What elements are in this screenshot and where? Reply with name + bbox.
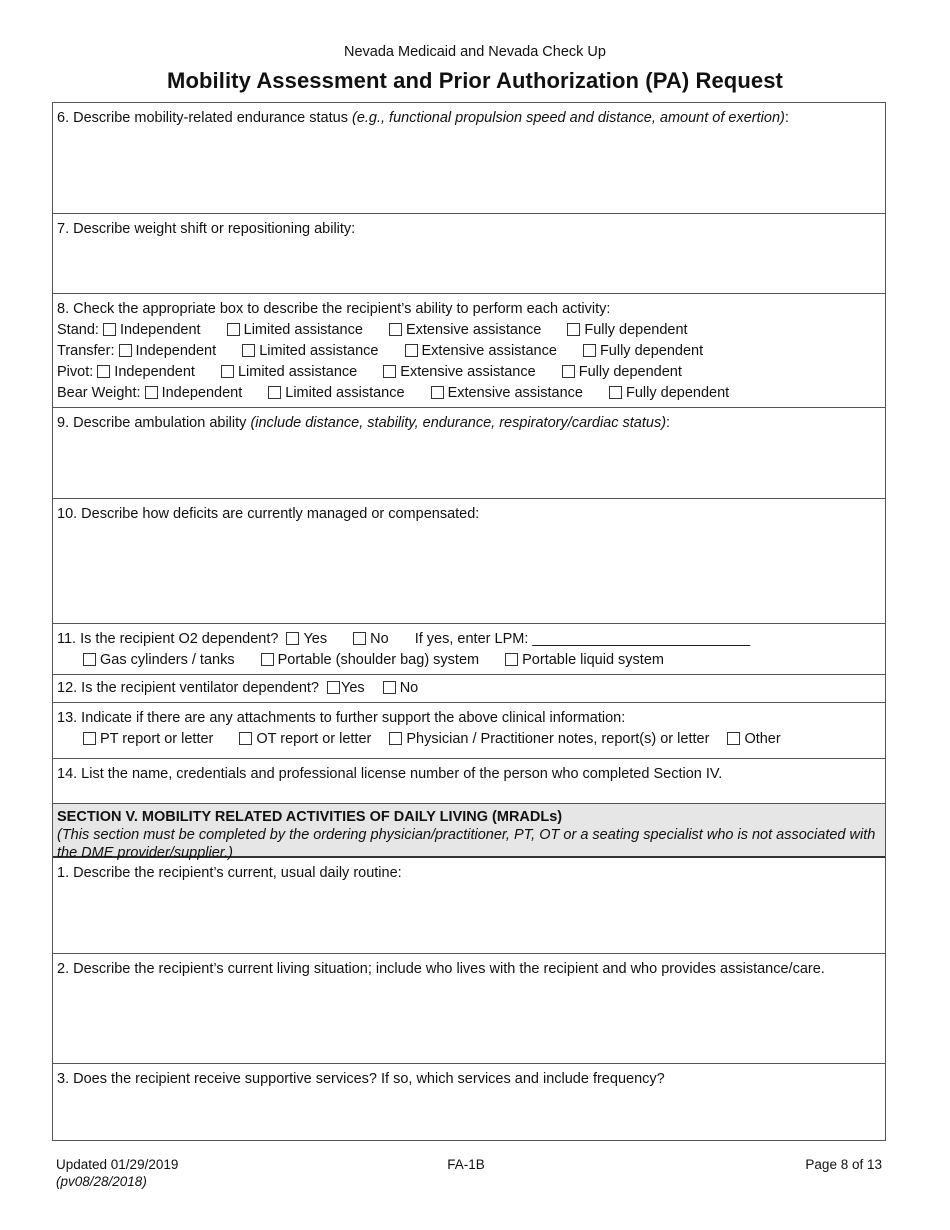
portable-shoulder-bag-checkbox[interactable] [261, 653, 274, 666]
section-5-header [53, 803, 885, 861]
question-12-label: 12. Is the recipient ventilator dependent? [57, 680, 319, 696]
physician-notes-checkbox[interactable] [389, 732, 402, 745]
question-11: 11. Is the recipient O2 dependent? Yes No If yes, enter LPM: ___________________________ Gas cylinders / tanks Portable (shoulder bag) system Portable liquid system [53, 623, 885, 674]
question-13-label: 13. Indicate if there are any attachments to further support the above clinical information: [57, 710, 626, 726]
activity-transfer-row: Transfer: Independent Limited assistance Extensive assistance Fully dependent [57, 343, 704, 359]
section-5-question-2-label: 2. Describe the recipient’s current living situation; include who lives with the recipient and who provides assistance/care. [57, 961, 825, 977]
section-5-question-3-label: 3. Does the recipient receive supportive services? If so, which services and include frequency? [57, 1071, 665, 1087]
bear-weight-independent-checkbox[interactable] [145, 386, 158, 399]
section-5-question-2[interactable] [53, 953, 885, 1063]
transfer-independent-checkbox[interactable] [119, 344, 132, 357]
question-6-hint: (e.g., functional propulsion speed and distance, amount of exertion) [351, 110, 785, 126]
ventilator-no-checkbox[interactable] [383, 681, 396, 694]
bear-weight-limited-checkbox[interactable] [268, 386, 281, 399]
ventilator-yes-checkbox[interactable] [327, 681, 340, 694]
question-6-label: 6. Describe mobility-related endurance status [57, 110, 352, 126]
question-11-label: 11. Is the recipient O2 dependent? [57, 631, 279, 647]
activity-bear-weight-row: Bear Weight: Independent Limited assistance Extensive assistance Fully dependent [57, 385, 730, 401]
lpm-field[interactable]: If yes, enter LPM: ___________________________ [414, 631, 751, 647]
stand-limited-checkbox[interactable] [227, 323, 240, 336]
footer-pv: (pv08/28/2018) [56, 1174, 147, 1189]
question-7-label: 7. Describe weight shift or repositioning ability: [57, 221, 356, 237]
question-14[interactable] [53, 758, 885, 803]
question-13: 13. Indicate if there are any attachments to further support the above clinical information: PT report or letter OT report or letter Physician / Practitioner notes, report(s) or letter Other [53, 702, 885, 758]
agency-name: Nevada Medicaid and Nevada Check Up [344, 44, 606, 60]
portable-liquid-checkbox[interactable] [505, 653, 518, 666]
section-5-question-1[interactable] [53, 858, 885, 953]
question-12: 12. Is the recipient ventilator dependent? Yes No [53, 674, 885, 702]
question-10[interactable] [53, 498, 885, 623]
question-7[interactable] [53, 213, 885, 293]
question-9-hint: (include distance, stability, endurance, respiratory/cardiac status) [250, 415, 667, 431]
activity-transfer-label: Transfer: [57, 343, 115, 359]
section-5-note: (This section must be completed by the ordering physician/practitioner, PT, OT or a seating specialist who is not associated with the DME provider/supplier.) [57, 827, 876, 861]
pivot-dependent-checkbox[interactable] [562, 365, 575, 378]
question-10-label: 10. Describe how deficits are currently managed or compensated: [57, 506, 480, 522]
transfer-limited-checkbox[interactable] [242, 344, 255, 357]
other-attachment-checkbox[interactable] [727, 732, 740, 745]
question-9[interactable]: 9. Describe ambulation ability (include distance, stability, endurance, respiratory/cardiac status): [53, 407, 885, 498]
pivot-limited-checkbox[interactable] [221, 365, 234, 378]
question-14-label: 14. List the name, credentials and professional license number of the person who completed Section IV. [57, 766, 723, 782]
section-5-title: SECTION V. MOBILITY RELATED ACTIVITIES OF DAILY LIVING (MRADLs) [57, 809, 563, 825]
footer-page-number: Page 8 of 13 [805, 1157, 882, 1172]
assessment-form [52, 102, 886, 1141]
pivot-independent-checkbox[interactable] [97, 365, 110, 378]
transfer-extensive-checkbox[interactable] [405, 344, 418, 357]
gas-cylinders-checkbox[interactable] [83, 653, 96, 666]
section-5-question-1-label: 1. Describe the recipient’s current, usual daily routine: [57, 865, 402, 881]
activity-bear-weight-label: Bear Weight: [57, 385, 141, 401]
o2-yes-checkbox[interactable] [286, 632, 299, 645]
stand-extensive-checkbox[interactable] [389, 323, 402, 336]
activity-pivot-label: Pivot: [57, 364, 94, 380]
footer-updated: Updated 01/29/2019 [56, 1157, 179, 1172]
bear-weight-dependent-checkbox[interactable] [609, 386, 622, 399]
question-6[interactable]: 6. Describe mobility-related endurance status (e.g., functional propulsion speed and distance, amount of exertion): [57, 110, 789, 126]
section-5-question-3[interactable] [53, 1063, 885, 1140]
ot-report-checkbox[interactable] [239, 732, 252, 745]
bear-weight-extensive-checkbox[interactable] [431, 386, 444, 399]
stand-dependent-checkbox[interactable] [567, 323, 580, 336]
question-8-label: 8. Check the appropriate box to describe the recipient’s ability to perform each activity: [57, 301, 611, 317]
activity-stand-row: Stand: Independent Limited assistance Extensive assistance Fully dependent [57, 322, 688, 338]
activity-pivot-row: Pivot: Independent Limited assistance Extensive assistance Fully dependent [57, 364, 682, 380]
page-title: Mobility Assessment and Prior Authorization (PA) Request [167, 68, 783, 93]
pt-report-checkbox[interactable] [83, 732, 96, 745]
transfer-dependent-checkbox[interactable] [583, 344, 596, 357]
question-8 [53, 293, 885, 407]
stand-independent-checkbox[interactable] [103, 323, 116, 336]
o2-no-checkbox[interactable] [353, 632, 366, 645]
activity-stand-label: Stand: [57, 322, 99, 338]
question-9-label: 9. Describe ambulation ability [57, 415, 251, 431]
footer-form-id: FA-1B [447, 1157, 485, 1172]
pivot-extensive-checkbox[interactable] [383, 365, 396, 378]
